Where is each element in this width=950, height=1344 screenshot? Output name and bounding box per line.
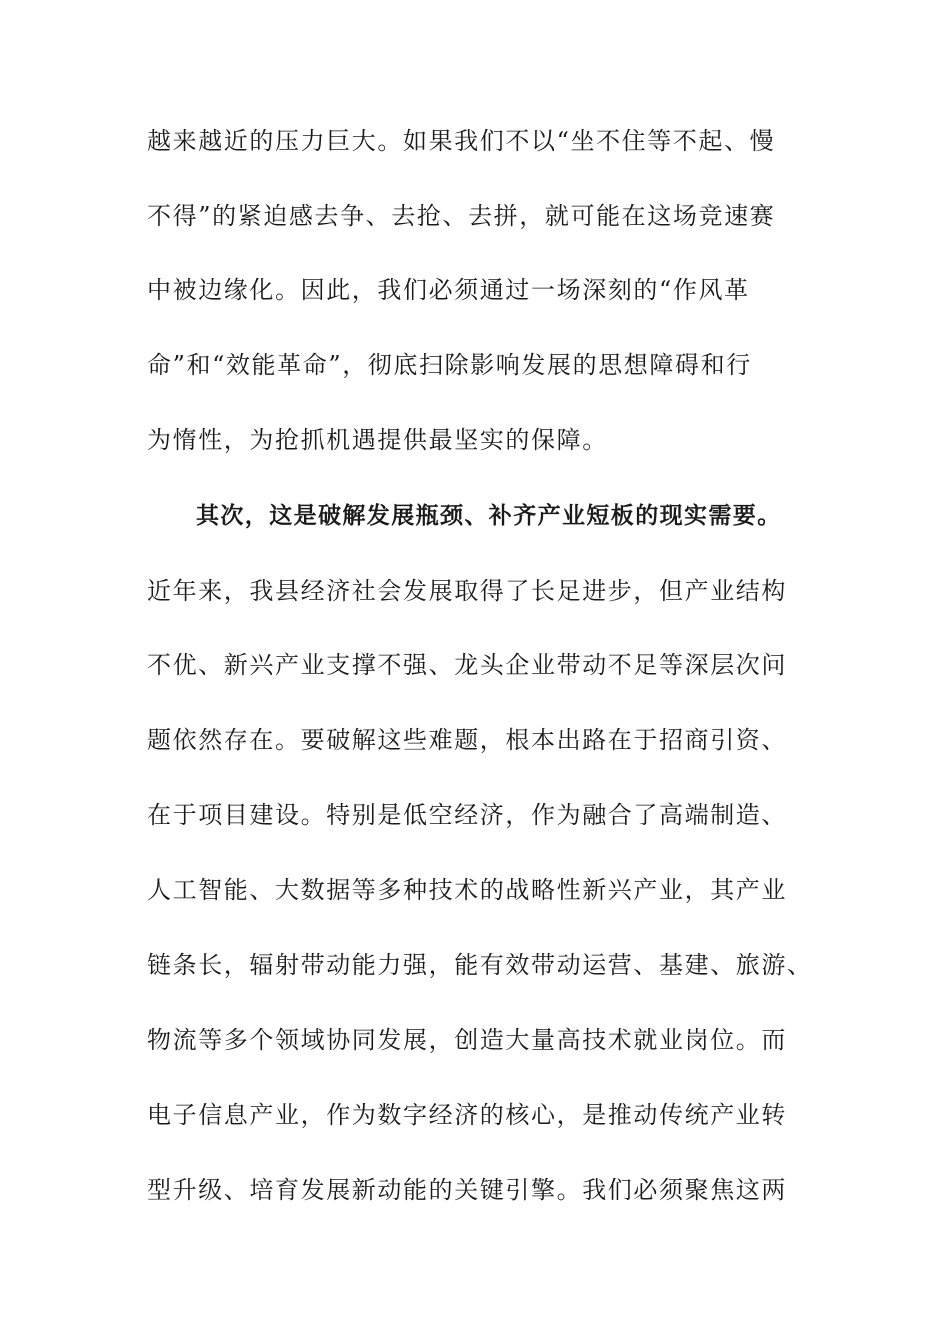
paragraph-2-line-8: 电子信息产业，作为数字经济的核心，是推动传统产业转 (147, 1101, 787, 1129)
paragraph-2-line-6: 链条长，辐射带动能力强，能有效带动运营、基建、旅游、 (147, 951, 813, 979)
paragraph-1-line-2: 不得”的紧迫感去争、去抢、去拼，就可能在这场竞速赛 (147, 202, 776, 230)
section-heading: 其次，这是破解发展瓶颈、补齐产业短板的现实需要。 (196, 503, 782, 529)
paragraph-1-line-3: 中被边缘化。因此，我们必须通过一场深刻的“作风革 (147, 276, 750, 304)
paragraph-2-line-1: 近年来，我县经济社会发展取得了长足进步，但产业结构 (147, 577, 787, 605)
paragraph-2-line-2: 不优、新兴产业支撑不强、龙头企业带动不足等深层次问 (147, 651, 787, 679)
paragraph-2-line-7: 物流等多个领域协同发展，创造大量高技术就业岗位。而 (147, 1026, 787, 1054)
paragraph-2-line-4: 在于项目建设。特别是低空经济，作为融合了高端制造、 (147, 801, 787, 829)
paragraph-1-line-4: 命”和“效能革命”，彻底扫除影响发展的思想障碍和行 (147, 351, 752, 379)
paragraph-1-line-5: 为惰性，为抢抓机遇提供最坚实的保障。 (147, 426, 608, 454)
paragraph-1-line-1: 越来越近的压力巨大。如果我们不以“坐不住等不起、慢 (147, 127, 776, 155)
paragraph-2-line-9: 型升级、培育发展新动能的关键引擎。我们必须聚焦这两 (147, 1176, 787, 1204)
paragraph-2-line-3: 题依然存在。要破解这些难题，根本出路在于招商引资、 (147, 726, 787, 754)
paragraph-2-line-5: 人工智能、大数据等多种技术的战略性新兴产业，其产业 (147, 876, 787, 904)
